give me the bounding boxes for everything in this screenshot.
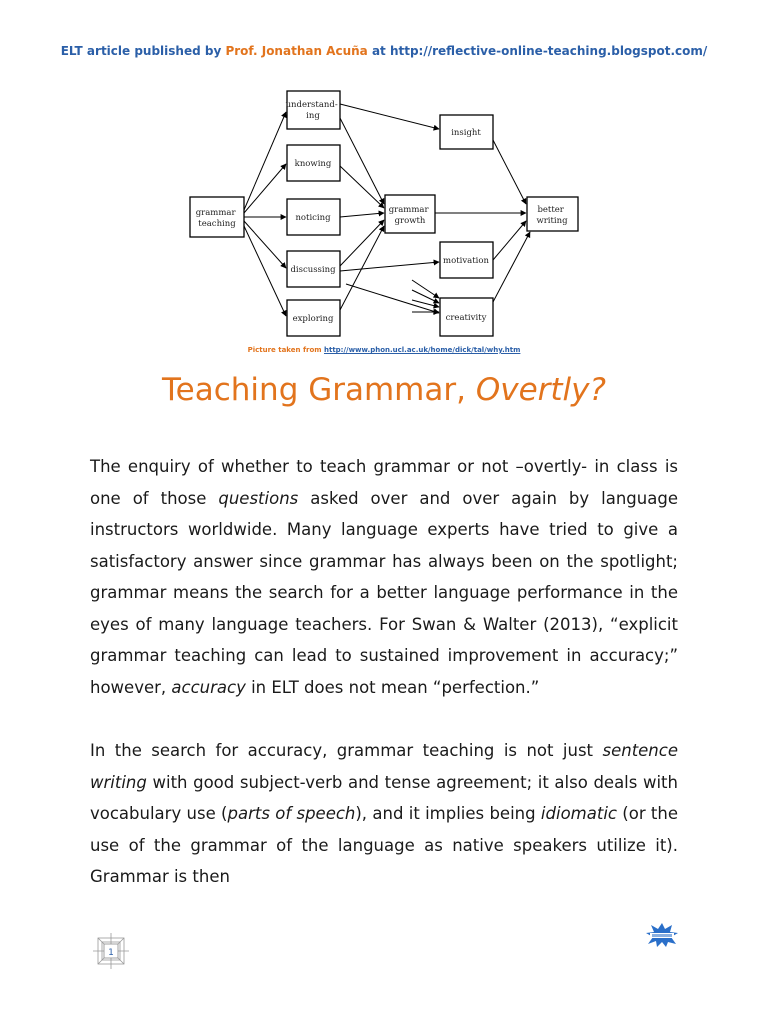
p2-text-2: with good subject-verb and tense agreement; it also deals with vocabulary use ( [90,772,678,823]
paragraph-2 [90,735,678,893]
title-main: Teaching Grammar, [162,372,476,408]
caption-text: Picture taken from [247,346,324,354]
label-understanding: understand- ing [285,100,338,121]
p2-italic-idiomatic: idiomatic [540,804,617,823]
label-grammar-teaching: grammar teaching [195,208,236,229]
label-exploring: exploring [292,314,334,324]
label-grammar-growth: grammar growth [388,205,429,226]
label-knowing: knowing [294,159,332,169]
label-creativity: creativity [445,313,487,323]
p2-italic-sentence-writing: sentence writing [90,741,678,792]
label-discussing: discussing [290,265,336,275]
p1-text-3: in ELT does not mean “perfection.” [245,677,540,697]
header-url: at http://reflective-online-teaching.blogspot.com/ [367,44,708,58]
header-author: Prof. Jonathan Acuña [225,44,368,58]
image-caption [0,346,768,354]
page-number-ornament [92,932,130,970]
p2-text-3: ), and it implies being [355,804,541,823]
p1-italic-accuracy: accuracy [171,677,246,697]
p1-text-1: The enquiry of whether to teach grammar or not –overtly- in class is one of those [90,457,678,508]
p1-text-2: asked over and over again by language instructors worldwide. Many language experts have tried to give a satisfactory answer since grammar has always been on the spotlight; grammar means the search for a better language performance in the eyes of many language teachers. For Swan & Walter (2013), “explicit grammar teaching can lead to sustained improvement in accuracy;” however, [90,488,678,697]
label-insight: insight [451,128,481,138]
header-prefix: ELT article published by [60,44,226,58]
p2-text-1: In the search for accuracy, grammar teaching is not just [90,741,603,760]
grammar-diagram [0,0,768,360]
article-title [0,372,768,408]
node-understanding [287,91,340,129]
p2-text-4: (or the use of the grammar of the language as native speakers utilize it). Grammar is then [90,804,678,886]
logo-badge-icon [645,922,679,948]
label-noticing: noticing [295,213,331,223]
p2-italic-parts-of-speech: parts of speech [227,804,356,823]
p1-italic-questions: questions [218,488,299,508]
page-number: 1 [108,948,114,958]
paragraph-1 [90,451,678,703]
title-emphasis: Overtly? [475,372,606,408]
label-better-writing: better writing [536,205,568,226]
label-motivation: motivation [443,256,489,266]
caption-link[interactable]: http://www.phon.ucl.ac.uk/home/dick/tal/why.htm [323,346,521,354]
